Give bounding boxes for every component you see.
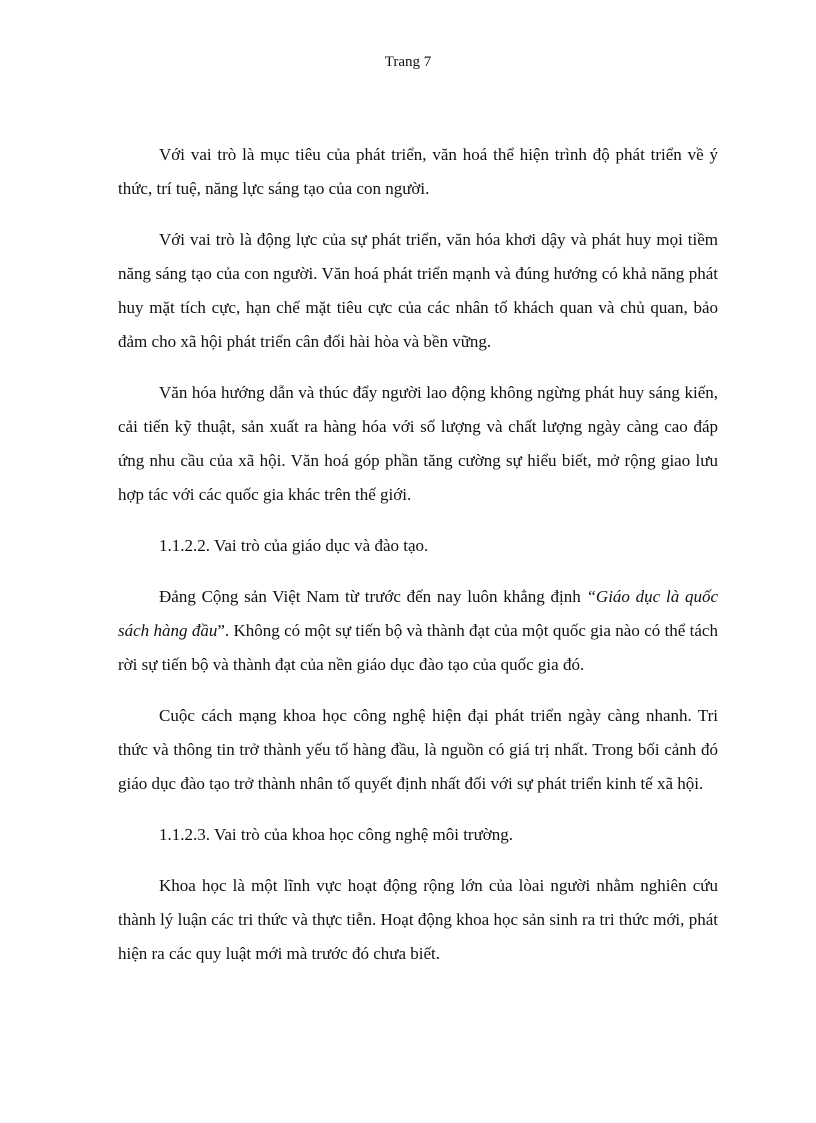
paragraph-science-revolution: Cuộc cách mạng khoa học công nghệ hiện đại phát triển ngày càng nhanh. Tri thức và thông tin trở thành yếu tố hàng đầu, là nguồn có giá trị nhất. Trong bối cảnh đó giáo dục đào tạo trở thành nhân tố quyết định nhất đối với sự phát triển kinh tế xã hội. xyxy=(118,706,718,793)
page-number: Trang 7 xyxy=(384,54,432,70)
paragraph-culture-driver: Với vai trò là động lực của sự phát triển, văn hóa khơi dậy và phát huy mọi tiềm năng sáng tạo của con người. Văn hoá phát triển mạnh và đúng hướng có khả năng phát huy mặt tích cực, hạn chế mặt tiêu cực của các nhân tố khách quan và chủ quan, bảo đảm cho xã hội phát triển cân đối hài hòa và bền vững. xyxy=(118,230,718,351)
paragraph-culture-labor: Văn hóa hướng dẫn và thúc đẩy người lao động không ngừng phát huy sáng kiến, cải tiến kỹ thuật, sản xuất ra hàng hóa với số lượng và chất lượng ngày càng cao đáp ứng nhu cầu của xã hội. Văn hoá góp phần tăng cường sự hiểu biết, mở rộng giao lưu hợp tác với các quốc gia khác trên thế giới. xyxy=(118,383,718,504)
paragraph-education-policy-intro: Đảng Cộng sản Việt Nam từ trước đến nay luôn khẳng định xyxy=(159,587,587,606)
education-policy-quote: “Giáo dục là quốc sách hàng đầu xyxy=(118,587,718,640)
paragraph-science-definition: Khoa học là một lĩnh vực hoạt động rộng lớn của lòai người nhằm nghiên cứu thành lý luận các tri thức và thực tiễn. Hoạt động khoa học sản sinh ra tri thức mới, phát hiện ra các quy luật mới mà trước đó chưa biết. xyxy=(118,876,718,963)
paragraph-education-policy-rest: ”. Không có một sự tiến bộ và thành đạt của một quốc gia nào có thể tách rời sự tiến bộ và thành đạt của nền giáo dục đào tạo của quốc gia đó. xyxy=(118,621,718,674)
document-body xyxy=(118,138,718,988)
section-heading-education: 1.1.2.2. Vai trò của giáo dục và đào tạo. xyxy=(159,536,429,555)
paragraph-culture-goal: Với vai trò là mục tiêu của phát triển, văn hoá thể hiện trình độ phát triển về ý thức, trí tuệ, năng lực sáng tạo của con người. xyxy=(118,145,718,198)
paragraph-education-policy xyxy=(118,580,718,682)
section-heading-science: 1.1.2.3. Vai trò của khoa học công nghệ môi trường. xyxy=(159,825,514,844)
